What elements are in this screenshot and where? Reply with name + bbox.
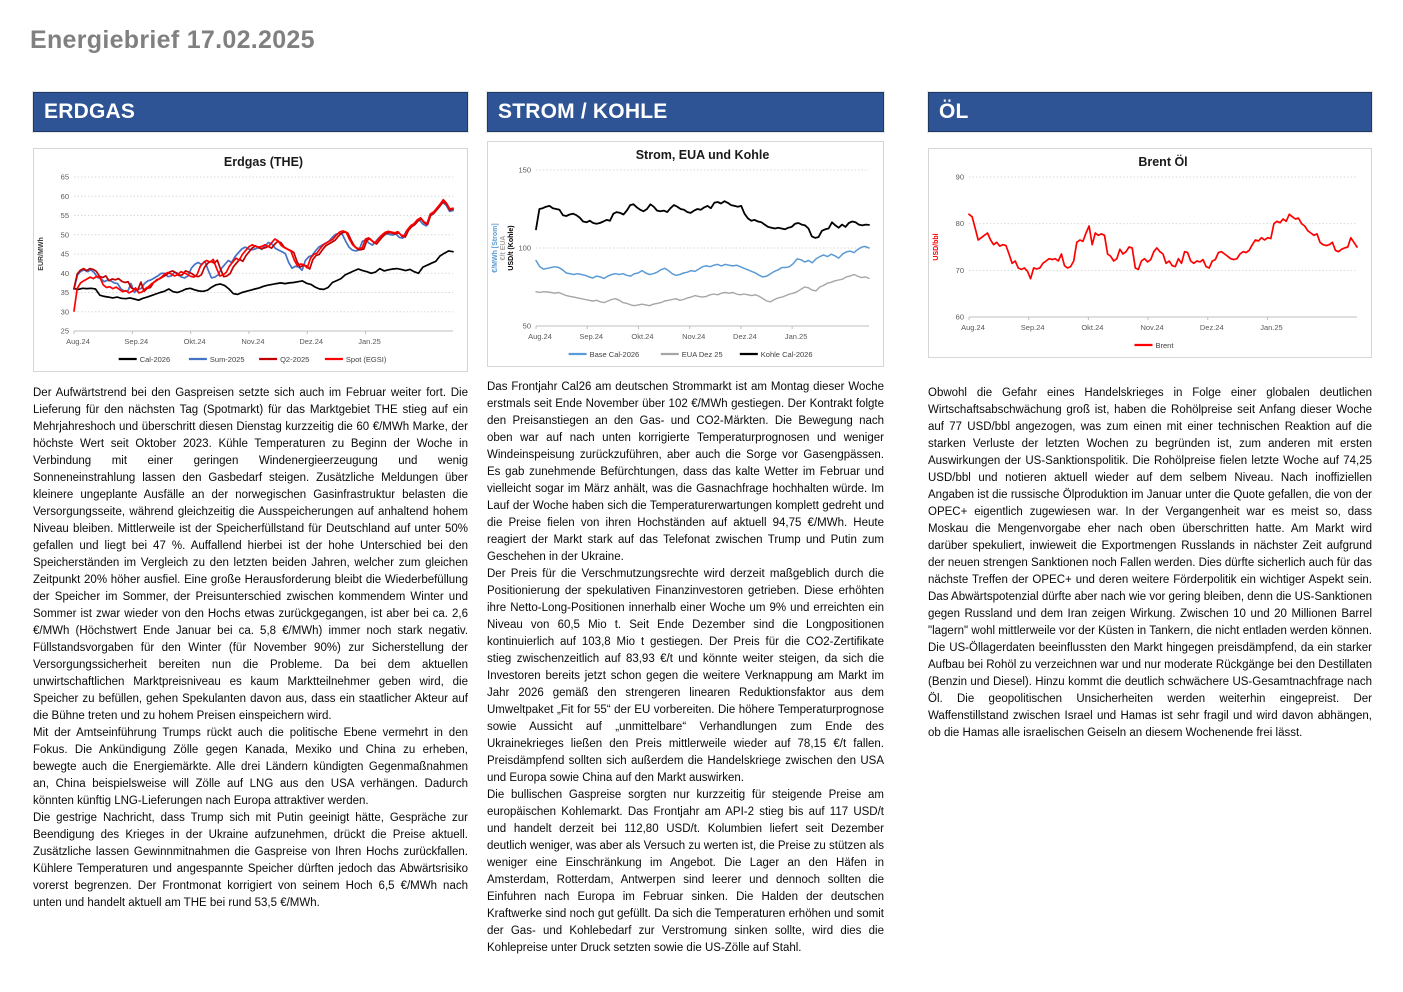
brent-svg bbox=[929, 149, 1371, 357]
erdgas-paragraph-3: Die gestrige Nachricht, dass Trump sich mit Putin geeinigt hätte, Gespräche zur Beendigung des Krieges in der Ukraine aufzunehmen, drückt die Preise aktuell. Zusätzliche lassen Gewinnmitnahmen die Gaspreise von Ihren Hochs zurückfallen. Kühlere Temperaturen und angespannte Speicher dürften jedoch das Abwärtsrisiko vorerst begrenzen. Der Frontmonat korrigiert von seinem Hoch 6,5 €/MWh nach unten und handelt aktuell am THE bei rund 53,5 €/MWh. bbox=[33, 812, 468, 909]
svg-text:Kohle Cal-2026: Kohle Cal-2026 bbox=[760, 350, 813, 359]
svg-text:60: 60 bbox=[955, 312, 964, 322]
oel-header: ÖL bbox=[928, 92, 1372, 132]
svg-text:30: 30 bbox=[60, 307, 69, 317]
svg-text:Sep.24: Sep.24 bbox=[124, 337, 149, 346]
svg-text:€/t EUA: €/t EUA bbox=[500, 235, 507, 261]
strom-kohle-section bbox=[487, 92, 884, 957]
svg-text:EUR/MWh: EUR/MWh bbox=[38, 237, 45, 271]
svg-text:Aug.24: Aug.24 bbox=[66, 337, 90, 346]
svg-text:Okt.24: Okt.24 bbox=[631, 332, 654, 341]
svg-text:Sum-2025: Sum-2025 bbox=[209, 355, 245, 364]
svg-text:70: 70 bbox=[955, 265, 964, 275]
svg-text:50: 50 bbox=[522, 321, 531, 331]
svg-text:35: 35 bbox=[60, 288, 69, 297]
strom-paragraph-1: Das Frontjahr Cal26 am deutschen Strommarkt ist am Montag dieser Woche erstmals seit Ende November über 102 €/MWh gestiegen. Der Kontrakt folgte den Preisanstiegen an den Gas- und CO2-Märkten. Die Bewegung nach oben war auf nach unten korrigierte Temperaturprognosen und weniger Windeinspeisung zurückzuführen, aber auch die Sorge vor Gasengpässen. Es gab zunehmende Befürchtungen, dass das kalte Wetter im Februar und vielleicht sogar im März anhält, was die Gasnachfrage hochhalten würde. Im Lauf der Woche haben sich die Temperaturerwartungen komplett gedreht und die Preise fielen von ihren Hochständen auf aktuell 94,75 €/MWh. Heute reagiert der Markt stark auf das Telefonat zwischen Trump und Putin zum Geschehen in der Ukraine. bbox=[487, 381, 884, 563]
strom-kohle-header: STROM / KOHLE bbox=[487, 92, 884, 132]
svg-text:55: 55 bbox=[60, 211, 69, 220]
svg-text:USD/t (Kohle): USD/t (Kohle) bbox=[508, 225, 515, 271]
svg-text:150: 150 bbox=[518, 165, 531, 175]
svg-text:Aug.24: Aug.24 bbox=[961, 323, 985, 332]
oel-text bbox=[928, 385, 1372, 742]
strom-kohle-text bbox=[487, 379, 884, 957]
svg-text:Q2-2025: Q2-2025 bbox=[280, 355, 310, 364]
erdgas-section bbox=[33, 92, 468, 912]
strom-paragraph-3: Die bullischen Gaspreise sorgten nur kurzzeitig für steigende Preise am europäischen Kohlemarkt. Das Frontjahr am API-2 stieg bis auf 117 USD/t und handelt derzeit bei 112,80 USD/t. Kolumbien liefert seit Dezember deutlich weniger, was aber als Versuch zu werten ist, die Preise zu stützen als weniger eine Einschränkung im Angebot. Die Lager an den Häfen in Amsterdam, Rotterdam, Antwerpen sind leerer und dennoch sollten die Einfuhren nach Europa im Februar sinken. Die Halden der deutschen Kraftwerke sind noch gut gefüllt. Da sich die Temperaturen erhöhen und somit der Gas- und Kohlebedarf zur Verstromung sinken sollte, wird dies die Kohlepreise unter Druck setzten sowie die US-Zölle auf Stahl. bbox=[487, 789, 884, 954]
strom-svg bbox=[488, 142, 883, 366]
svg-text:90: 90 bbox=[955, 172, 964, 182]
svg-text:65: 65 bbox=[60, 172, 69, 182]
svg-text:Brent: Brent bbox=[1155, 341, 1174, 350]
brent-oel-chart bbox=[928, 148, 1372, 358]
svg-text:Sep.24: Sep.24 bbox=[579, 332, 604, 341]
erdgas-text bbox=[33, 385, 468, 912]
svg-text:EUA Dez 25: EUA Dez 25 bbox=[681, 350, 723, 359]
svg-text:80: 80 bbox=[955, 219, 964, 229]
erdgas-paragraph-1: Der Aufwärtstrend bei den Gaspreisen setzte sich auch im Februar weiter fort. Die Lieferung für den nächsten Tag (Spotmarkt) für das Marktgebiet THE stieg auf ein Mehrjahreshoch und überschritt diesen Dienstag kurzzeitig die 60 €/MWh Marke, der höchste Wert seit Oktober 2023. Kühle Temperaturen zu Beginn der Woche in Verbindung mit einer geringen Windenergieerzeugung und wenig Sonneneinstrahlung lassen den Gasbedarf steigen. Zusätzliche Meldungen über kleinere ungeplante Ausfälle an der norwegischen Gasinfrastruktur belasten die Versorgungsseite, während gleichzeitig die Ausspeicherungen auf anhaltend hohem Niveau bleiben. Mittlerweile ist der Speicherfüllstand für Deutschland auf unter 50% gefallen und liegt bei 47 %. Auffallend hierbei ist der hohe Unterschied bei den Speicherständen im Vergleich zu den letzten beiden Jahren, welcher zum gleichen Zeitpunkt 20% höher ausfiel. Eine große Herausforderung bleibt die Wiederbefüllung der Speicher im Sommer, der Preisunterschied zwischen kommendem Winter und Sommer ist zwar wieder von den Hochs etwas zurückgegangen, ist aber bei ca. 2,6 €/MWh (Höchstwert Ende Januar bei ca. 5,8 €/MWh) immer noch stark negativ. Füllstandsvorgaben für den Winter (für November 90%) zur Sicherstellung der Versorgungssicherheit bereiten nun die Probleme. Da bei dem aktuellen unwirtschaftlichen Marktpreisniveau es kaum Marktteilnehmer geben wird, die Speicher zu befüllen, gehen Spekulanten davon aus, dass ein staatlicher Akteur auf die Bühne treten und zu hohem Preisen einspeichern wird. bbox=[33, 387, 468, 722]
erdgas-svg bbox=[34, 149, 467, 371]
svg-text:Jan.25: Jan.25 bbox=[358, 337, 381, 346]
erdgas-paragraph-2: Mit der Amtseinführung Trumps rückt auch die politische Ebene vermehrt in den Fokus. Die Ankündigung Zölle gegen Kanada, Mexiko und China zu erheben, bewegte auch die Energiemärkte. Alle drei Ländern kündigten Gegenmaßnahmen an, China beispielsweise will Zölle auf LNG aus den USA verhängen. Dadurch könnten künftig LNG-Lieferungen nach Europa attraktiver werden. bbox=[33, 727, 468, 807]
svg-text:Dez.24: Dez.24 bbox=[299, 337, 324, 346]
svg-text:Jan.25: Jan.25 bbox=[1260, 323, 1283, 332]
svg-text:25: 25 bbox=[60, 326, 69, 336]
svg-text:Brent Öl: Brent Öl bbox=[1138, 155, 1188, 169]
svg-text:Aug.24: Aug.24 bbox=[528, 332, 552, 341]
svg-text:Spot (EGSI): Spot (EGSI) bbox=[345, 355, 387, 364]
svg-text:Okt.24: Okt.24 bbox=[1081, 323, 1104, 332]
oel-paragraph-1: Obwohl die Gefahr eines Handelskrieges in Folge einer globalen deutlichen Wirtschaftsabschwächung groß ist, haben die Rohölpreise seit Anfang dieser Woche auf 77 USD/bbl angezogen, was zum einen mit einer technischen Reaktion auf die starken Verluste der letzten Wochen zu begründen ist, zum anderen mit ersten Auswirkungen der US-Sanktionspolitik. Die Rohölpreise fielen letzte Woche auf 74,25 USD/bbl und notieren aktuell wieder auf dem selbem Niveau. Nach inoffiziellen Angaben ist die russische Ölproduktion im Januar unter die Quote gefallen, die von der OPEC+ eigentlich zugewiesen war. In der Vergangenheit war es meist so, dass Moskau die Mengenvorgabe eher nach oben überschritten hatte. Am Markt wird darüber spekuliert, inwieweit die Exportmengen Russlands in nächster Zeit aufgrund der neuen strengen Sanktionen noch Fallen werden. Dies dürfte sicherlich auch für das nächste Treffen der OPEC+ und deren weitere Förderpolitik ein wichtiger Aspekt sein. Das Abwärtspotenzial dürfte aber nach wie vor gering bleiben, denn die US-Sanktionen gegen Russland und dem Iran zeigen Wirkung. Zwischen 10 und 20 Millionen Barrel "lagern" wohl mittlerweile vor der Küsten in Tankern, die nicht entladen werden können. Die US-Öllagerdaten beeinflussten den Markt hingegen preisdämpfend, da ein starker Aufbau bei Rohöl zu verzeichnen war und nur moderate Rückgänge bei den Destillaten (Benzin und Diesel). Hinzu kommt die deutlich schwächere US-Gesamtnachfrage nach Öl. Die geopolitischen Unsicherheiten werden weiterhin eingepreist. Der Waffenstillstand zwischen Israel und Hamas ist sehr fragil und wird davon abhängen, ob die Hamas alle israelischen Geiseln an diesem Wochenende frei lässt. bbox=[928, 387, 1372, 739]
svg-text:Nov.24: Nov.24 bbox=[1140, 323, 1164, 332]
svg-text:Strom, EUA und Kohle: Strom, EUA und Kohle bbox=[635, 148, 770, 162]
svg-text:50: 50 bbox=[60, 230, 69, 240]
svg-text:45: 45 bbox=[60, 249, 69, 259]
svg-text:Okt.24: Okt.24 bbox=[183, 337, 206, 346]
svg-text:40: 40 bbox=[60, 268, 69, 278]
svg-text:100: 100 bbox=[518, 243, 531, 253]
svg-text:Erdgas (THE): Erdgas (THE) bbox=[223, 155, 304, 169]
svg-text:Dez.24: Dez.24 bbox=[733, 332, 757, 341]
strom-eua-kohle-chart bbox=[487, 141, 884, 367]
erdgas-header: ERDGAS bbox=[33, 92, 468, 132]
erdgas-chart bbox=[33, 148, 468, 372]
page-title: Energiebrief 17.02.2025 bbox=[30, 26, 315, 54]
oel-section bbox=[928, 92, 1372, 742]
strom-paragraph-2: Der Preis für die Verschmutzungsrechte wird derzeit maßgeblich durch die Positionierung der spekulativen Finanzinvestoren getrieben. Diese erhöhten ihre Netto-Long-Positionen innerhalb einer Woche um 9% und erreichten ein Niveau von 60,5 Mio t. Seit Ende Dezember sind die Longpositionen kontinuierlich auf 103,8 Mio t gestiegen. Der Preis für die CO2-Zertifikate stieg zwischenzeitlich auf 83,93 €/t und könnte weiter steigen, da sich die Investoren bereits jetzt schon gegen die weitere Verknappung am Markt im Jahr 2026 gemäß den strengeren linearen Reduktionsfaktor aus dem Umweltpaket „Fit for 55“ der EU vorbereiten. Die höhere Temperaturprognose sowie Aussicht auf „unmittelbare“ Verhandlungen zum Ende des Ukrainekrieges ließen den Preis mittlerweile wieder auf 78,15 €/t fallen. Preisdämpfend sollten sich außerdem die Handelskriege zwischen den USA und Europa sowie China auf den Markt auswirken. bbox=[487, 568, 884, 784]
svg-text:Nov.24: Nov.24 bbox=[682, 332, 706, 341]
svg-text:60: 60 bbox=[60, 191, 69, 201]
svg-text:Dez.24: Dez.24 bbox=[1199, 323, 1224, 332]
svg-text:€/MWh [Strom]: €/MWh [Strom] bbox=[492, 223, 499, 273]
svg-text:Sep.24: Sep.24 bbox=[1020, 323, 1045, 332]
svg-text:Base Cal-2026: Base Cal-2026 bbox=[589, 350, 640, 359]
svg-text:Cal-2026: Cal-2026 bbox=[139, 355, 171, 364]
svg-text:Nov.24: Nov.24 bbox=[241, 337, 265, 346]
svg-text:Jan.25: Jan.25 bbox=[784, 332, 808, 341]
svg-text:USD/bbl: USD/bbl bbox=[933, 233, 940, 261]
